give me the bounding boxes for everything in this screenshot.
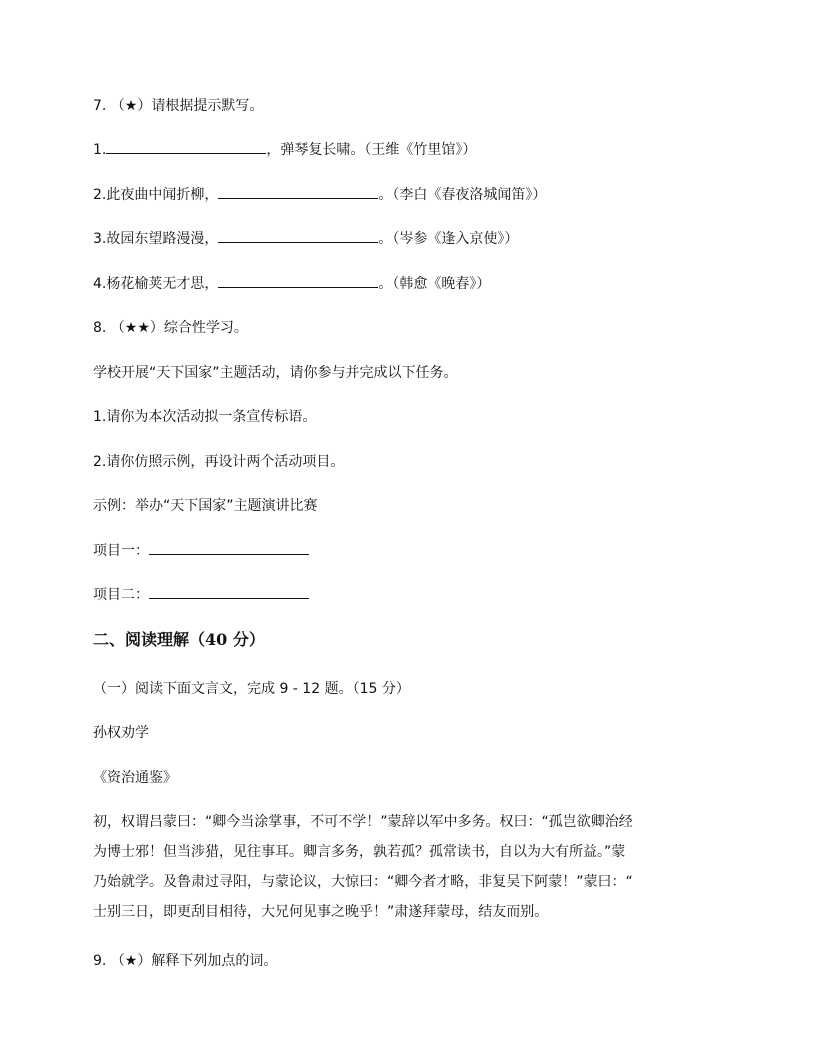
passage <box>93 807 723 927</box>
q7-item-1-suffix: ，弹琴复长啸。（王维《竹里馆》） <box>266 142 477 158</box>
q8-project-1 <box>93 540 309 562</box>
q7-title: 7. （★）请根据提示默写。 <box>93 98 264 114</box>
project-1-label: 项目一： <box>93 543 149 559</box>
passage-line: 初，权谓吕蒙曰：“卿今当涂掌事，不可不学！”蒙辞以军中多务。权曰：“孤岂欲卿治经 <box>93 814 633 830</box>
passage-line: 士别三日，即更刮目相待，大兄何见事之晚乎！”肃遂拜蒙母，结友而别。 <box>93 904 549 920</box>
q8-intro: 学校开展“天下国家”主题活动，请你参与并完成以下任务。 <box>93 365 458 381</box>
q7-item-4 <box>93 273 490 295</box>
q9-title: 9. （★）解释下列加点的词。 <box>93 953 278 969</box>
q7-item-2-prefix: 2.此夜曲中闻折柳， <box>93 187 219 203</box>
q8-task-1: 1.请你为本次活动拟一条宣传标语。 <box>93 409 317 425</box>
answer-blank[interactable] <box>149 584 309 599</box>
answer-blank[interactable] <box>218 228 378 243</box>
q8-title: 8. （★★）综合性学习。 <box>93 320 248 336</box>
q7-item-1 <box>93 139 476 161</box>
passage-line: 为博士邪！但当涉猎，见往事耳。卿言多务，孰若孤？孤常读书，自以为大有所益。”蒙 <box>93 844 626 860</box>
q8-task-2: 2.请你仿照示例，再设计两个活动项目。 <box>93 454 345 470</box>
q7-item-4-suffix: 。（韩愈《晚春》） <box>378 276 491 292</box>
q7-item-2 <box>93 184 546 206</box>
text-source: 《资治通鉴》 <box>93 770 177 786</box>
q8-example: 示例：举办“天下国家”主题演讲比赛 <box>93 498 318 514</box>
q7-item-3-suffix: 。（岑参《逢入京使》） <box>378 231 519 247</box>
q8-project-2 <box>93 584 309 606</box>
answer-blank[interactable] <box>218 184 378 199</box>
q7-item-3-prefix: 3.故园东望路漫漫， <box>93 231 219 247</box>
section-heading: 二、阅读理解（40 分） <box>93 630 265 649</box>
q7-item-1-prefix: 1. <box>93 142 107 158</box>
answer-blank[interactable] <box>149 540 309 555</box>
q7-item-3 <box>93 228 518 250</box>
q7-item-2-suffix: 。（李白《春夜洛城闻笛》） <box>378 187 547 203</box>
passage-line: 乃始就学。及鲁肃过寻阳，与蒙论议，大惊曰：“卿今者才略，非复吴下阿蒙！”蒙曰：“ <box>93 874 633 890</box>
answer-blank[interactable] <box>218 273 378 288</box>
section-subheading: （一）阅读下面文言文，完成 9 - 12 题。（15 分） <box>93 681 410 697</box>
project-2-label: 项目二： <box>93 587 149 603</box>
q7-item-4-prefix: 4.杨花榆荚无才思， <box>93 276 219 292</box>
text-title: 孙权劝学 <box>93 725 149 741</box>
answer-blank[interactable] <box>106 139 266 154</box>
